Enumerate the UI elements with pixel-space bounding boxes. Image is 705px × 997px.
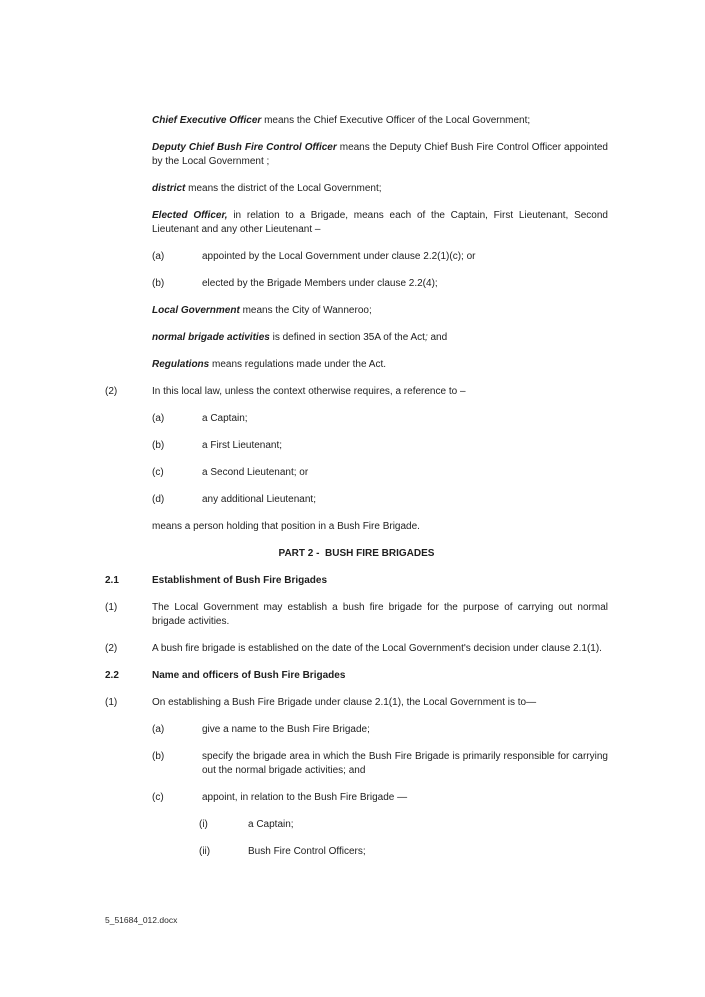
definition-paragraph <box>152 209 608 237</box>
paragraph-text: a First Lieutenant; <box>202 440 283 451</box>
paragraph-text: elected by the Brigade Members under clause 2.2(4); <box>202 278 438 289</box>
item-marker: (1) <box>105 697 118 708</box>
paragraph-text: Establishment of Bush Fire Brigades <box>152 575 328 586</box>
defined-term: Regulations <box>152 359 210 370</box>
defined-term: Deputy Chief Bush Fire Control Officer <box>152 142 337 153</box>
paragraph-text: Local Government means the City of Wanneroo; <box>152 305 372 316</box>
paragraph-text: A bush fire brigade is established on the date of the Local Government's decision under clause 2.1(1). <box>152 643 602 654</box>
paragraph-text: Deputy Chief Bush Fire Control Officer means the Deputy Chief Bush Fire Control Officer appointed by the Local Government ; <box>152 142 608 167</box>
definition-paragraph <box>152 304 608 318</box>
sub-item <box>105 493 608 507</box>
definition-paragraph <box>152 520 608 534</box>
item-marker: (c) <box>152 467 164 478</box>
item-marker: (a) <box>152 724 165 735</box>
paragraph-text: district means the district of the Local Government; <box>152 183 382 194</box>
paragraph-text: Chief Executive Officer means the Chief Executive Officer of the Local Government; <box>152 115 531 126</box>
defined-term: district <box>152 183 186 194</box>
clause-paragraph <box>105 601 608 629</box>
definition-paragraph <box>152 114 608 128</box>
defined-term: Local Government <box>152 305 240 316</box>
section-heading <box>105 574 608 588</box>
defined-term: Chief Executive Officer <box>152 115 262 126</box>
paragraph-text: In this local law, unless the context otherwise requires, a reference to – <box>152 386 466 397</box>
sub-item <box>105 412 608 426</box>
paragraph-text: any additional Lieutenant; <box>202 494 316 505</box>
paragraph-text: Bush Fire Control Officers; <box>248 846 366 857</box>
definition-paragraph <box>152 141 608 169</box>
sub-item <box>105 277 608 291</box>
item-marker: (a) <box>152 251 165 262</box>
sub-item <box>105 466 608 480</box>
sub-item <box>105 791 608 805</box>
paragraph-text: specify the brigade area in which the Bush Fire Brigade is primarily responsible for carrying out the normal brigade activities; and <box>202 751 608 776</box>
paragraph-text: PART 2 - BUSH FIRE BRIGADES <box>278 548 435 559</box>
paragraph-text: means a person holding that position in a Bush Fire Brigade. <box>152 521 420 532</box>
item-marker: (d) <box>152 494 165 505</box>
item-marker: (a) <box>152 413 165 424</box>
paragraph-text: give a name to the Bush Fire Brigade; <box>202 724 370 735</box>
sub-item <box>105 750 608 778</box>
section-heading <box>105 669 608 683</box>
sub-sub-item <box>105 845 608 859</box>
item-marker: (b) <box>152 278 165 289</box>
item-marker: (1) <box>105 602 118 613</box>
footer-filename: 5_51684_012.docx <box>105 915 178 925</box>
document-body <box>105 114 608 872</box>
paragraph-text: a Captain; <box>202 413 248 424</box>
part-heading <box>105 547 608 561</box>
paragraph-text: appoint, in relation to the Bush Fire Brigade — <box>202 792 408 803</box>
item-marker: (i) <box>199 819 208 830</box>
definition-paragraph <box>152 182 608 196</box>
item-marker: (c) <box>152 792 164 803</box>
paragraph-text: Name and officers of Bush Fire Brigades <box>152 670 346 681</box>
paragraph-text: normal brigade activities is defined in section 35A of the Act; and <box>152 332 448 343</box>
sub-sub-item <box>105 818 608 832</box>
clause-paragraph <box>105 642 608 656</box>
italic-text: ; <box>424 332 428 343</box>
item-marker: (b) <box>152 751 165 762</box>
paragraph-text: appointed by the Local Government under clause 2.2(1)(c); or <box>202 251 476 262</box>
paragraph-text: The Local Government may establish a bush fire brigade for the purpose of carrying out normal brigade activities. <box>152 602 608 627</box>
sub-item <box>105 723 608 737</box>
item-marker: (ii) <box>199 846 211 857</box>
paragraph-text: a Second Lieutenant; or <box>202 467 309 478</box>
paragraph-text: Regulations means regulations made under the Act. <box>152 359 387 370</box>
item-marker: 2.1 <box>105 575 119 586</box>
paragraph-text: a Captain; <box>248 819 294 830</box>
defined-term: normal brigade activities <box>152 332 270 343</box>
item-marker: (2) <box>105 386 118 397</box>
item-marker: (2) <box>105 643 118 654</box>
sub-item <box>105 250 608 264</box>
defined-term: Elected Officer, <box>152 210 228 221</box>
definition-paragraph <box>152 331 608 345</box>
sub-item <box>105 439 608 453</box>
paragraph-text: Elected Officer, in relation to a Brigade, means each of the Captain, First Lieutenant, Second Lieutenant and any other Lieutenant – <box>152 210 608 235</box>
item-marker: 2.2 <box>105 670 119 681</box>
definition-paragraph <box>152 358 608 372</box>
paragraph-text: On establishing a Bush Fire Brigade under clause 2.1(1), the Local Government is to— <box>152 697 537 708</box>
clause-paragraph <box>105 696 608 710</box>
clause-paragraph <box>105 385 608 399</box>
item-marker: (b) <box>152 440 165 451</box>
